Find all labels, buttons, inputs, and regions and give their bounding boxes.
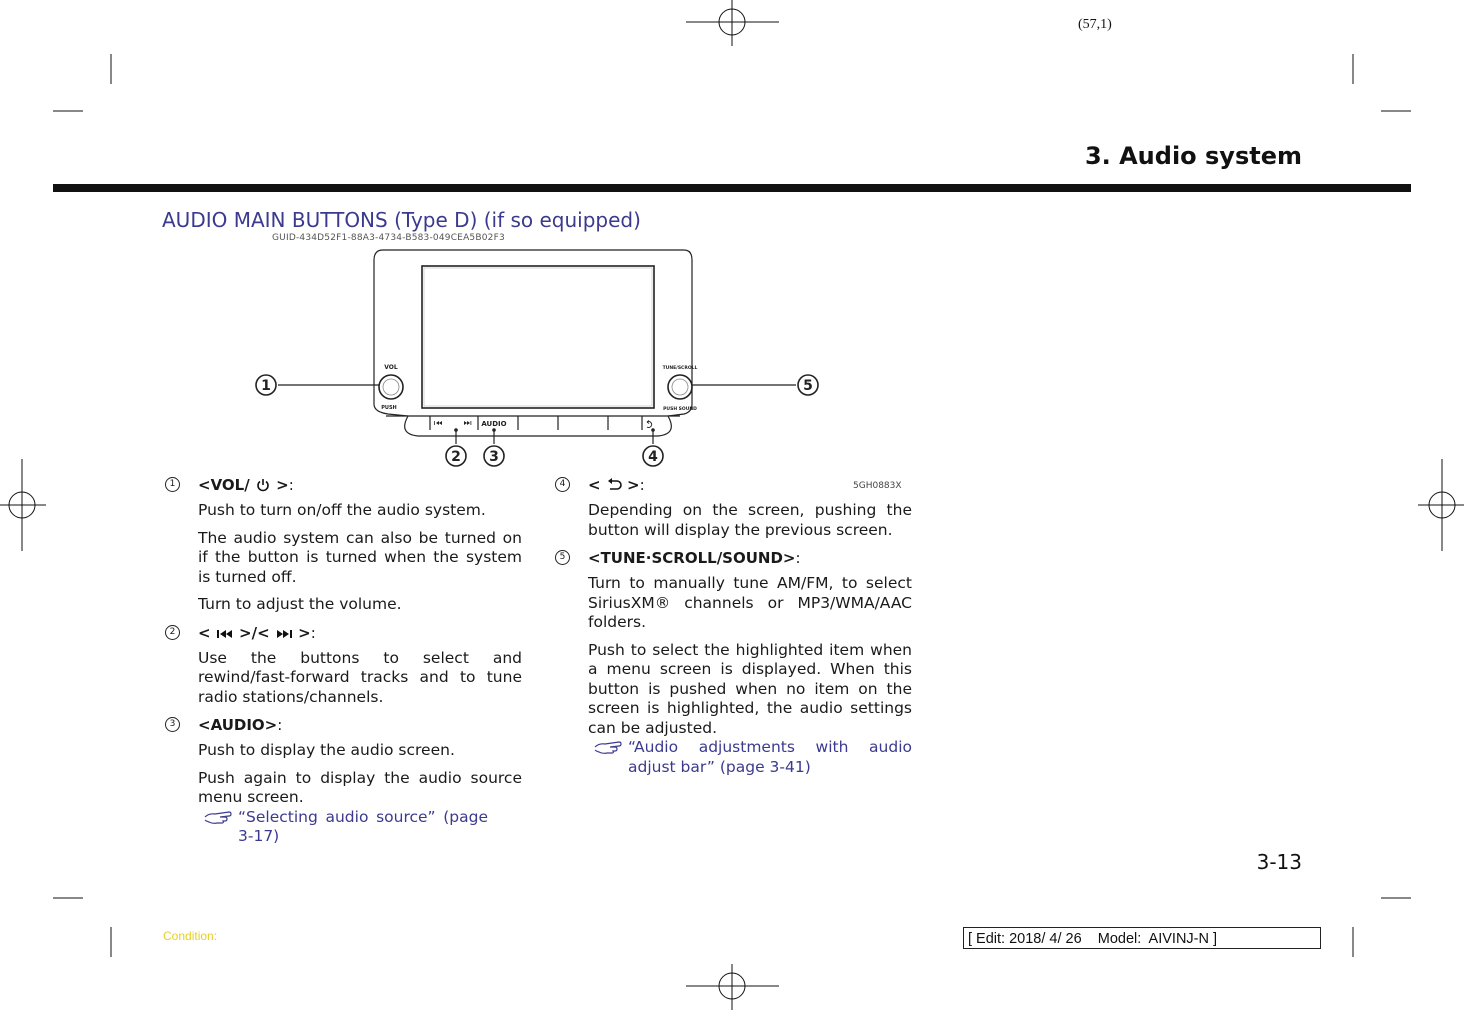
vol-label: VOL [384,364,398,371]
condition-label: Condition: [163,929,218,943]
pointing-hand-icon [593,738,623,756]
audio-button-label: AUDIO [481,420,507,428]
right-column [555,475,912,777]
item-number-1: 1 [165,477,180,492]
push-label: PUSH [381,405,397,411]
item-number-3: 3 [165,717,180,732]
callout-3: 3 [489,449,499,465]
section-title: AUDIO MAIN BUTTONS (Type D) (if so equipped) [162,208,641,232]
item-skip-heading: 2 < >/< >: [165,623,522,643]
item-tune-heading: 5 <TUNE·SCROLL/SOUND>: [555,548,912,568]
vol-para-3: Turn to adjust the volume. [198,595,402,613]
skip-back-icon [216,628,234,640]
header-rule [53,184,1411,192]
xref-audio-adjust-bar[interactable]: “Audio adjustments with audio adjust bar” (page 3-41) [555,738,912,777]
item-vol-heading: 1 <VOL/ >: [165,475,522,495]
pointing-hand-icon [203,808,233,826]
item-back-heading: 4 < >: [555,475,912,495]
item-number-5: 5 [555,550,570,565]
skip-forward-icon [275,628,293,640]
audio-para-1: Push to display the audio screen. [198,741,455,759]
section-guid: GUID-434D52F1-88A3-4734-B583-049CEA5B02F3 [272,233,505,243]
callout-5: 5 [803,378,813,394]
vol-para-1: Push to turn on/off the audio system. [198,501,486,519]
skip-para-1: Use the buttons to select and rewind/fast-forward tracks and to tune radio stations/channels. [198,648,522,706]
item-number-4: 4 [555,477,570,492]
edit-info-box: [ Edit: 2018/ 4/ 26 Model: AIVINJ-N ] [963,927,1321,949]
chapter-title: 3. Audio system [1084,142,1302,170]
head-unit-illustration [198,244,878,472]
xref-selecting-audio-source[interactable]: “Selecting audio source” (page 3-17) [165,808,488,847]
audio-para-2: Push again to display the audio source menu screen. [198,768,522,806]
tune-para-1: Turn to manually tune AM/FM, to select SiriusXM® channels or MP3/WMA/AAC folders. [588,574,912,631]
display-screen [422,266,654,408]
sound-label: PUSH SOUND [663,407,697,412]
callout-1: 1 [261,378,271,394]
figure-code: 5GH0883X [853,481,902,491]
item-audio-heading: 3 <AUDIO>: [165,715,522,735]
item-number-2: 2 [165,625,180,640]
vol-para-2: The audio system can also be turned on if the button is turned when the system is turned off. [198,528,522,586]
tune-para-2: Push to select the highlighted item when a menu screen is displayed. When this button is pushed when no item on the screen is highlighted, the audio settings can be adjusted. [588,640,912,737]
back-para-1: Depending on the screen, pushing the button will display the previous screen. [588,501,912,539]
page-number: 3-13 [1256,850,1302,874]
tune-label: TUNE/SCROLL [662,366,698,371]
callout-4: 4 [648,449,658,465]
page-reference: (57,1) [1078,17,1112,32]
callout-2: 2 [451,449,461,465]
back-arrow-icon [606,478,622,492]
left-column [165,475,522,847]
power-icon [255,478,271,492]
